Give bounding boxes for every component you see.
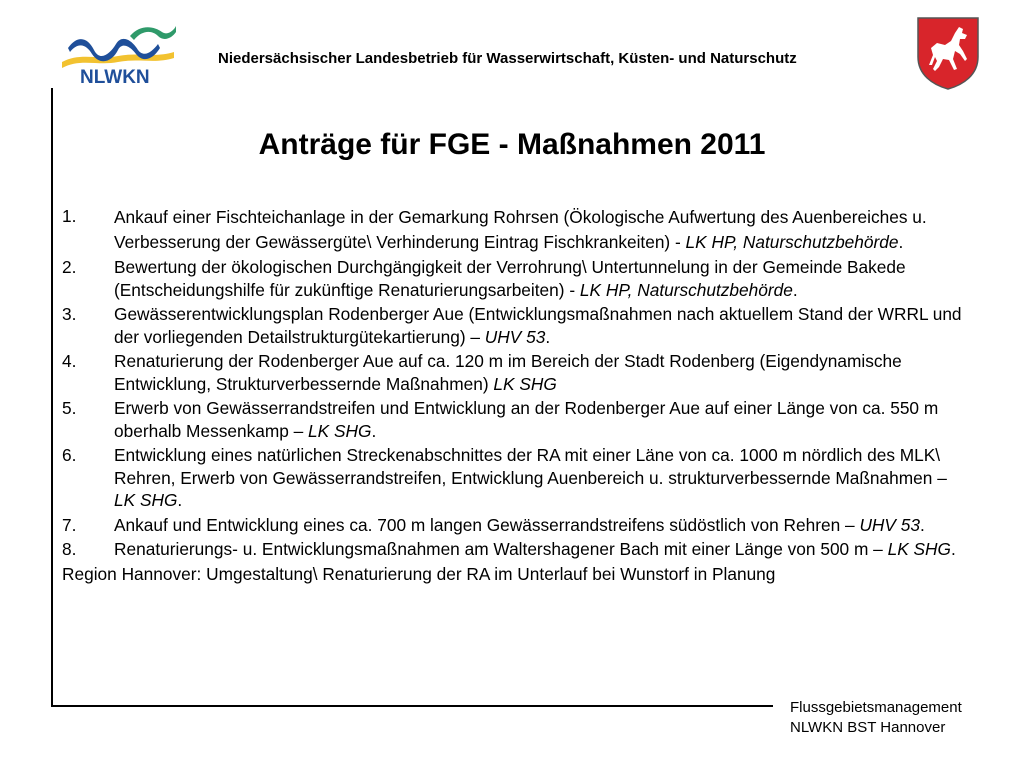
list-item	[62, 444, 962, 512]
region-note: Region Hannover: Umgestaltung\ Renaturierung der RA im Unterlauf bei Wunstorf in Planung	[62, 563, 776, 584]
measures-list	[62, 205, 962, 585]
logo-text: NLWKN	[80, 67, 150, 88]
item-tail: .	[545, 326, 551, 347]
footer-line-1: Flussgebietsmanagement	[790, 699, 962, 716]
item-text: Bewertung der ökologischen Durchgängigkeit der Verrohrung\ Untertunnelung in der Gemeinde Bakede (Entscheidungshilfe für zukünftige Renaturierungsarbeiten) -	[114, 257, 906, 300]
item-tail: .	[177, 490, 183, 510]
item-text: Gewässerentwicklungsplan Rodenberger Aue (Entwicklungsmaßnahmen nach aktuellem Stand der WRRL und der vorliegenden Detailstrukturgütekartierung) –	[114, 304, 962, 347]
item-tail: .	[371, 420, 377, 441]
footer	[790, 698, 962, 738]
item-responsible: LK SHG	[114, 490, 178, 510]
list-item	[62, 538, 962, 561]
item-text: Renaturierung der Rodenberger Aue auf ca. 120 m im Bereich der Stadt Rodenberg (Eigendynamische Entwicklung, Strukturverbessernde Maßnahmen)	[114, 351, 902, 394]
item-responsible: LK HP, Naturschutzbehörde	[685, 231, 899, 252]
item-text: Erwerb von Gewässerrandstreifen und Entwicklung an der Rodenberger Aue auf einer Länge von ca. 550 m oberhalb Messenkamp –	[114, 398, 939, 441]
item-number: 1.	[62, 206, 77, 226]
item-tail: .	[898, 231, 904, 252]
item-tail: .	[919, 514, 925, 535]
item-responsible: LK SHG	[493, 373, 557, 394]
item-text: Entwicklung eines natürlichen Streckenabschnittes der RA mit einer Läne von ca. 1000 m nördlich des MLK\ Rehren, Erwerb von Gewässerrandstreifen, Entwicklung Auenbereich u. strukturverbessernde Maßnahmen –	[114, 445, 947, 488]
item-number: 6.	[62, 445, 77, 465]
item-number: 8.	[62, 539, 77, 559]
page-title: Anträge für FGE - Maßnahmen 2011	[258, 128, 766, 161]
item-text: Ankauf einer Fischteichanlage in der Gemarkung Rohrsen (Ökologische Aufwertung des Auenbereiches u. Verbesserung der Gewässergüte\ Verhinderung Eintrag Fischkrankeiten) -	[114, 207, 927, 252]
organization-name: Niedersächsischer Landesbetrieb für Wasserwirtschaft, Küsten- und Naturschutz	[218, 50, 797, 67]
list-item	[62, 205, 962, 254]
list-item	[62, 303, 962, 348]
item-tail: .	[792, 279, 798, 300]
item-number: 4.	[62, 351, 77, 371]
item-text: Ankauf und Entwicklung eines ca. 700 m langen Gewässerrandstreifens südöstlich von Rehren –	[114, 514, 860, 535]
item-number: 2.	[62, 257, 77, 277]
item-text: Renaturierungs- u. Entwicklungsmaßnahmen am Waltershagener Bach mit einer Länge von 500 m –	[114, 539, 888, 559]
list-item	[62, 514, 962, 537]
item-responsible: LK SHG	[887, 539, 951, 559]
nlwkn-logo	[58, 18, 178, 88]
item-tail: .	[950, 539, 956, 559]
item-number: 7.	[62, 514, 77, 535]
footer-line-2: NLWKN BST Hannover	[790, 719, 946, 736]
vertical-rule	[51, 88, 53, 706]
horizontal-rule	[51, 705, 773, 707]
list-item	[62, 397, 962, 442]
list-item	[62, 256, 962, 301]
logo-wave-teal	[130, 26, 176, 40]
list-item	[62, 350, 962, 395]
logo-wave-yellow	[62, 52, 174, 68]
item-number: 3.	[62, 304, 77, 324]
item-number: 5.	[62, 398, 77, 418]
item-responsible: UHV 53	[859, 514, 920, 535]
item-responsible: LK SHG	[308, 420, 372, 441]
item-responsible: UHV 53	[484, 326, 546, 347]
lower-saxony-crest-icon	[915, 15, 981, 91]
item-responsible: LK HP, Naturschutzbehörde	[579, 279, 793, 300]
